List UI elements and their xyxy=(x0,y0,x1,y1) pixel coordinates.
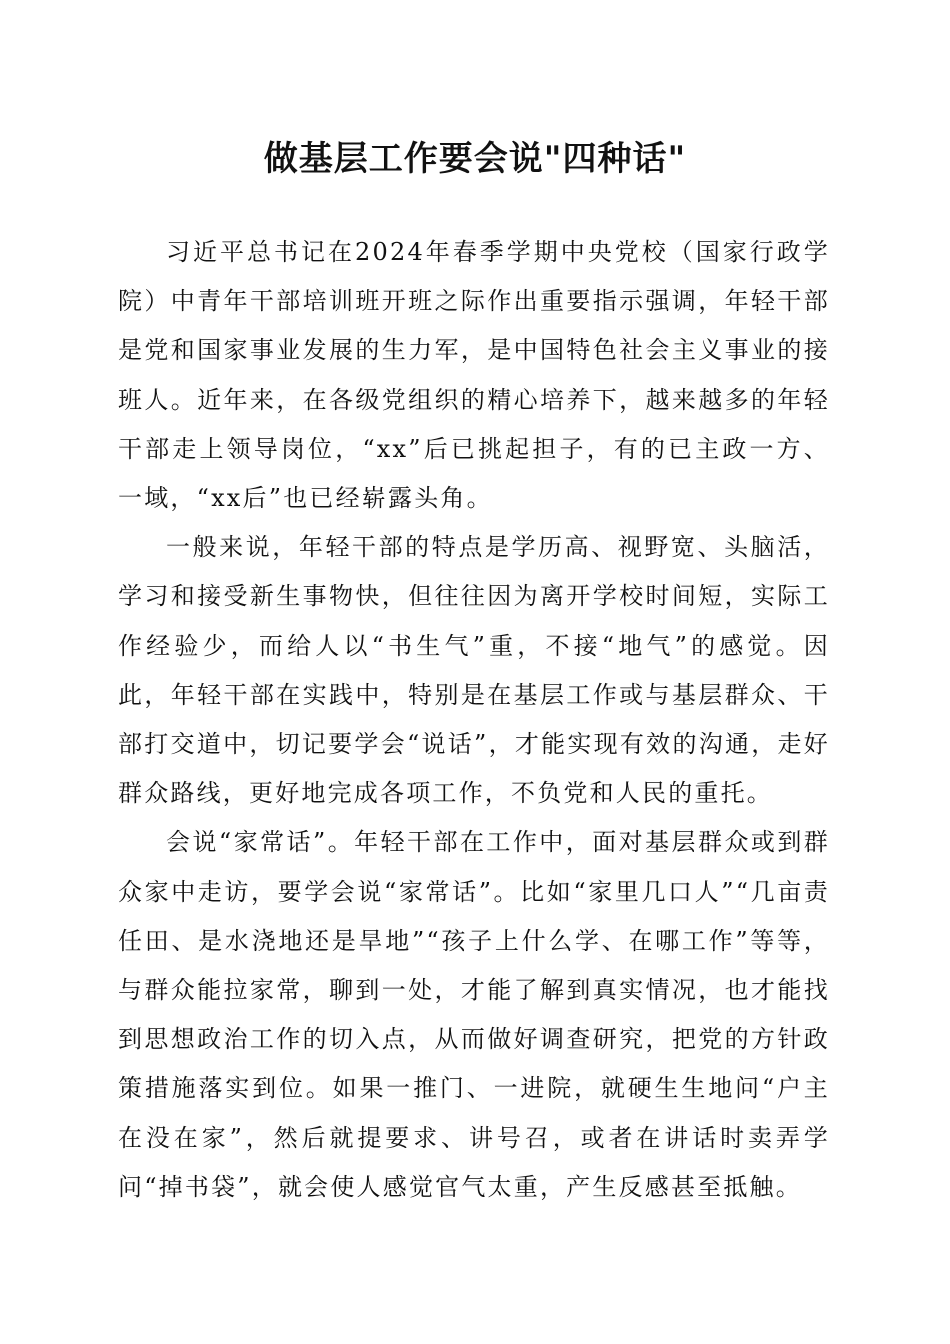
paragraph-2: 一般来说，年轻干部的特点是学历高、视野宽、头脑活，学习和接受新生事物快，但往往因为离开学校时间短，实际工作经验少，而给人以“书生气”重，不接“地气”的感觉。因此，年轻干部在实践中，特别是在基层工作或与基层群众、干部打交道中，切记要学会“说话”，才能实现有效的沟通，走好群众路线，更好地完成各项工作，不负党和人民的重托。 xyxy=(118,533,830,808)
paragraph-1: 习近平总书记在2024年春季学期中央党校（国家行政学院）中青年干部培训班开班之际作出重要指示强调，年轻干部是党和国家事业发展的生力军，是中国特色社会主义事业的接班人。近年来，在各级党组织的精心培养下，越来越多的年轻干部走上领导岗位，“xx”后已挑起担子，有的已主政一方、一域，“xx后”也已经崭露头角。 xyxy=(118,238,830,513)
document-body xyxy=(118,228,830,1212)
paragraph-3: 会说“家常话”。年轻干部在工作中，面对基层群众或到群众家中走访，要学会说“家常话”。比如“家里几口人”“几亩责任田、是水浇地还是旱地”“孩子上什么学、在哪工作”等等，与群众能拉家常，聊到一处，才能了解到真实情况，也才能找到思想政治工作的切入点，从而做好调查研究，把党的方针政策措施落实到位。如果一推门、一进院，就硬生生地问“户主在没在家”，然后就提要求、讲号召，或者在讲话时卖弄学问“掉书袋”，就会使人感觉官气太重，产生反感甚至抵触。 xyxy=(118,828,830,1201)
document-title: 做基层工作要会说"四种话" xyxy=(263,139,687,179)
